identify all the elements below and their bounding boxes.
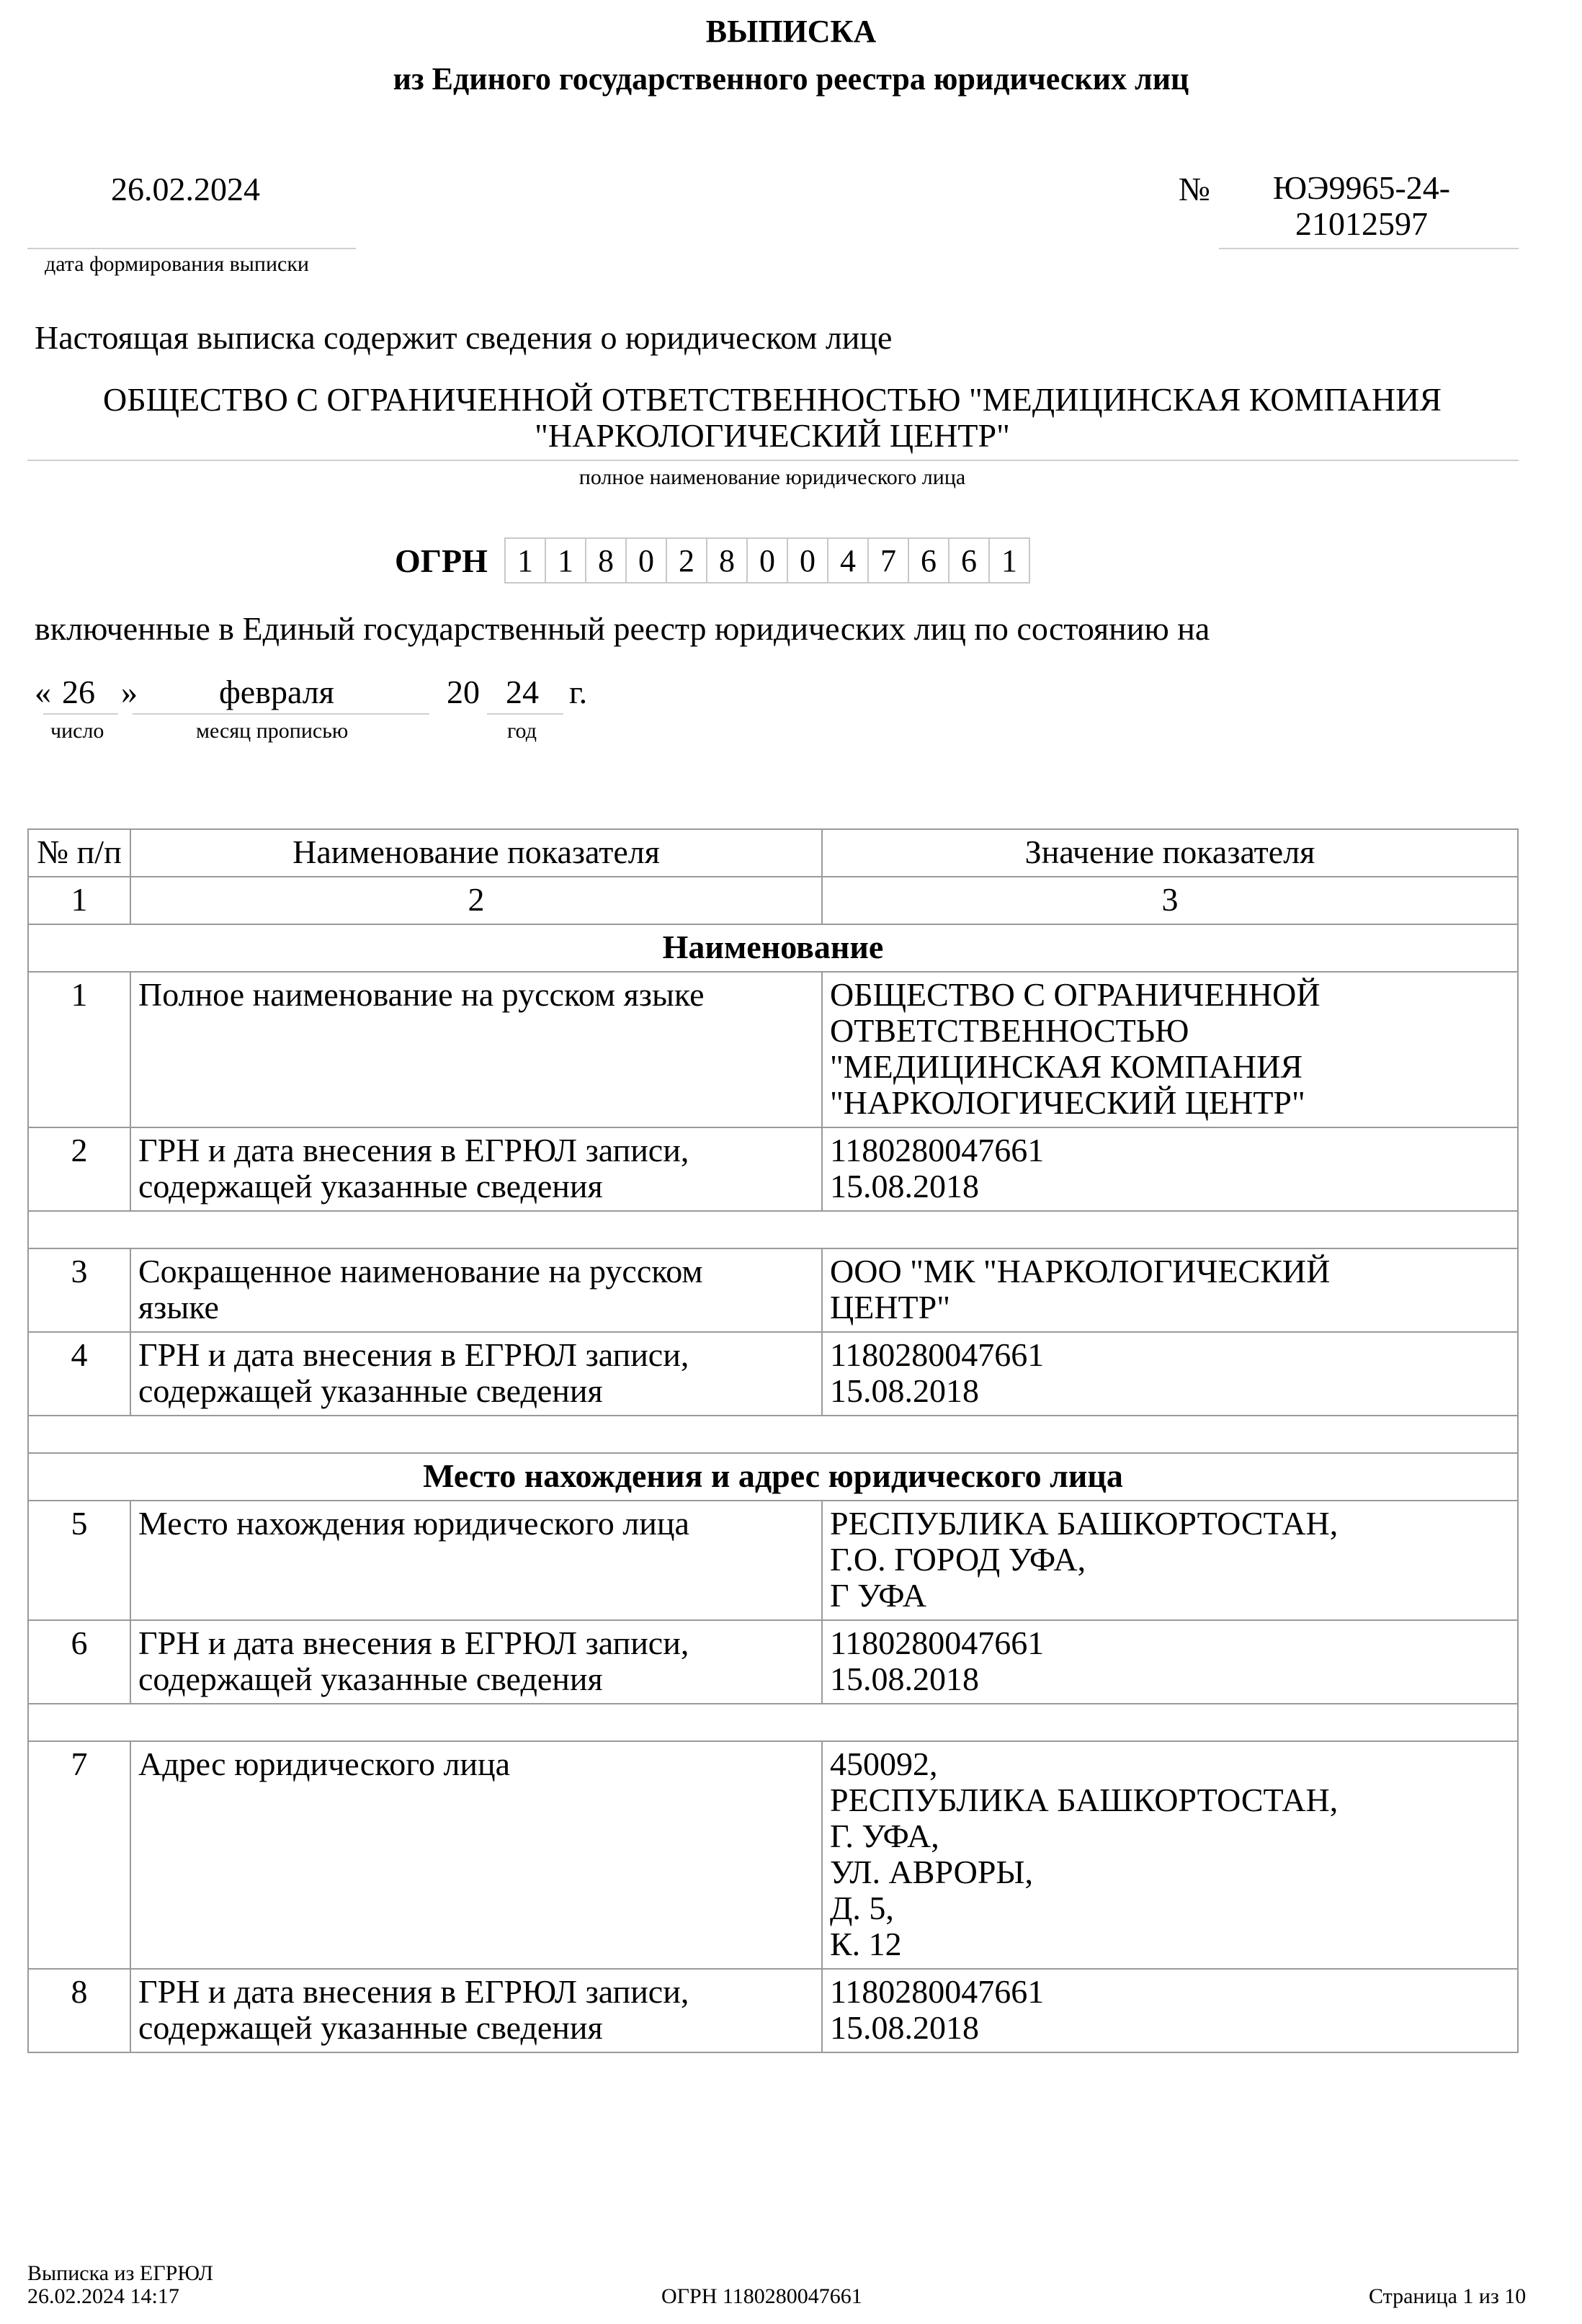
- table-header-row: [28, 829, 1518, 877]
- date-caption: дата формирования выписки: [45, 252, 309, 276]
- ogrn-digit: 6: [948, 537, 990, 584]
- ogrn-digit-boxes: [506, 537, 1030, 584]
- indicator-value-line: Г. УФА,: [830, 1818, 939, 1854]
- page-counter: Страница 1 из 10: [1369, 2284, 1527, 2308]
- table-row: [28, 1969, 1518, 2052]
- state-year: 24: [506, 674, 539, 710]
- spacer-row: [28, 1211, 1518, 1248]
- indicator-name-line: Адрес юридического лица: [138, 1746, 511, 1782]
- indicator-value-line: ЦЕНТР": [830, 1289, 950, 1326]
- indicator-name: [130, 1127, 822, 1211]
- statement-number-line2: 21012597: [1295, 205, 1428, 242]
- row-number: 8: [28, 1969, 130, 2052]
- indicator-value-line: РЕСПУБЛИКА БАШКОРТОСТАН,: [830, 1505, 1339, 1542]
- indicator-value-line: 15.08.2018: [830, 1661, 979, 1697]
- row-number: 7: [28, 1741, 130, 1969]
- indicator-name-line: содержащей указанные сведения: [138, 2009, 603, 2046]
- table-column-numbers-row: [28, 877, 1518, 924]
- indicator-name-line: ГРН и дата внесения в ЕГРЮЛ записи,: [138, 1132, 689, 1168]
- organization-name-line2: "НАРКОЛОГИЧЕСКИЙ ЦЕНТР": [535, 417, 1010, 454]
- footer-timestamp: 26.02.2024 14:17: [27, 2284, 179, 2308]
- indicator-value: [822, 1620, 1518, 1704]
- indicator-name-line: Сокращенное наименование на русском: [138, 1253, 703, 1290]
- section-heading-address: Место нахождения и адрес юридического лица: [28, 1453, 1518, 1501]
- row-number: 2: [28, 1127, 130, 1211]
- ogrn-digit: 4: [827, 537, 869, 584]
- state-year-prefix: 20: [447, 674, 480, 710]
- day-caption: число: [50, 719, 104, 743]
- indicator-name-line: содержащей указанные сведения: [138, 1372, 603, 1409]
- spacer-row: [28, 1704, 1518, 1741]
- indicator-name: [130, 1969, 822, 2052]
- indicator-name: [130, 1332, 822, 1416]
- indicator-value: [822, 1969, 1518, 2052]
- table-row: [28, 1332, 1518, 1416]
- indicator-value-line: 1180280047661: [830, 1624, 1045, 1661]
- row-number: 1: [28, 972, 130, 1127]
- indicator-value: [822, 1501, 1518, 1620]
- statement-number-line1: ЮЭ9965-24-: [1272, 169, 1451, 206]
- row-number: 6: [28, 1620, 130, 1704]
- row-number: 5: [28, 1501, 130, 1620]
- ogrn-digit: 1: [504, 537, 546, 584]
- open-quote: «: [35, 674, 51, 710]
- row-number: 4: [28, 1332, 130, 1416]
- indicator-name-line: содержащей указанные сведения: [138, 1168, 603, 1205]
- indicator-value-line: Г УФА: [830, 1577, 926, 1614]
- statement-number: [1225, 170, 1498, 242]
- state-day: 26: [62, 674, 95, 710]
- indicator-value-line: ОБЩЕСТВО С ОГРАНИЧЕННОЙ: [830, 976, 1320, 1013]
- row-number: 3: [28, 1248, 130, 1332]
- indicator-value-line: 15.08.2018: [830, 1372, 979, 1409]
- registry-table: [27, 828, 1519, 2053]
- document-title: ВЫПИСКА: [705, 14, 877, 49]
- registry-state-text: включенные в Единый государственный реестр юридических лиц по состоянию на: [35, 610, 1210, 647]
- organization-name-line1: ОБЩЕСТВО С ОГРАНИЧЕННОЙ ОТВЕТСТВЕННОСТЬЮ "МЕДИЦИНСКАЯ КОМПАНИЯ: [102, 381, 1442, 418]
- footer-left: [27, 2262, 213, 2308]
- footer-ogrn: ОГРН 1180280047661: [661, 2284, 862, 2308]
- indicator-name-line: ГРН и дата внесения в ЕГРЮЛ записи,: [138, 1624, 689, 1661]
- indicator-value-line: РЕСПУБЛИКА БАШКОРТОСТАН,: [830, 1782, 1339, 1818]
- indicator-value-line: УЛ. АВРОРЫ,: [830, 1854, 1034, 1890]
- header-number: № п/п: [28, 829, 130, 877]
- table-row: [28, 1501, 1518, 1620]
- ogrn-digit: 6: [908, 537, 949, 584]
- organization-full-name: [0, 382, 1545, 454]
- indicator-value-line: 450092,: [830, 1746, 938, 1782]
- indicator-name-line: ГРН и дата внесения в ЕГРЮЛ записи,: [138, 1973, 689, 2010]
- indicator-value: [822, 1248, 1518, 1332]
- table-row: [28, 1741, 1518, 1969]
- indicator-name-line: содержащей указанные сведения: [138, 1661, 603, 1697]
- column-number-1: 1: [28, 877, 130, 924]
- document-subtitle: из Единого государственного реестра юридических лиц: [393, 61, 1189, 97]
- ogrn-digit: 8: [585, 537, 627, 584]
- indicator-name-line: языке: [138, 1289, 219, 1326]
- spacer-row: [28, 1416, 1518, 1453]
- ogrn-digit: 0: [746, 537, 788, 584]
- indicator-value-line: Г.О. ГОРОД УФА,: [830, 1541, 1086, 1578]
- indicator-value-line: 15.08.2018: [830, 1168, 979, 1205]
- header-indicator-name: Наименование показателя: [130, 829, 822, 877]
- indicator-name-line: Полное наименование на русском языке: [138, 976, 705, 1013]
- indicator-value: [822, 1741, 1518, 1969]
- section-row-name: [28, 924, 1518, 972]
- indicator-value: [822, 1127, 1518, 1211]
- section-heading-name: Наименование: [28, 924, 1518, 972]
- indicator-value-line: "МЕДИЦИНСКАЯ КОМПАНИЯ: [830, 1048, 1303, 1085]
- ogrn-label: ОГРН: [395, 542, 488, 579]
- header-indicator-value: Значение показателя: [822, 829, 1518, 877]
- indicator-name-line: Место нахождения юридического лица: [138, 1505, 689, 1542]
- indicator-value-line: ОТВЕТСТВЕННОСТЬЮ: [830, 1012, 1189, 1049]
- table-row: [28, 1620, 1518, 1704]
- indicator-name: [130, 1620, 822, 1704]
- indicator-name: [130, 1248, 822, 1332]
- indicator-value: [822, 1332, 1518, 1416]
- indicator-name: [130, 1741, 822, 1969]
- indicator-name: [130, 1501, 822, 1620]
- column-number-2: 2: [130, 877, 822, 924]
- year-caption: год: [507, 719, 537, 743]
- footer-extract-label: Выписка из ЕГРЮЛ: [27, 2261, 213, 2285]
- ogrn-digit: 1: [988, 537, 1030, 584]
- indicator-name: [130, 972, 822, 1127]
- indicator-value-line: 1180280047661: [830, 1973, 1045, 2010]
- ogrn-digit: 0: [625, 537, 667, 584]
- intro-text: Настоящая выписка содержит сведения о юридическом лице: [35, 319, 893, 356]
- number-sign: №: [1179, 171, 1210, 207]
- indicator-value: [822, 972, 1518, 1127]
- table-row: [28, 972, 1518, 1127]
- ogrn-digit: 8: [706, 537, 748, 584]
- ogrn-digit: 1: [545, 537, 586, 584]
- column-number-3: 3: [822, 877, 1518, 924]
- ogrn-digit: 7: [867, 537, 909, 584]
- indicator-value-line: 15.08.2018: [830, 2009, 979, 2046]
- statement-date: 26.02.2024: [111, 171, 260, 207]
- indicator-value-line: К. 12: [830, 1926, 902, 1962]
- indicator-value-line: "НАРКОЛОГИЧЕСКИЙ ЦЕНТР": [830, 1084, 1305, 1121]
- state-year-suffix: г.: [569, 674, 588, 710]
- organization-name-caption: полное наименование юридического лица: [578, 465, 966, 489]
- table-row: [28, 1248, 1518, 1332]
- indicator-value-line: ООО "МК "НАРКОЛОГИЧЕСКИЙ: [830, 1253, 1331, 1290]
- indicator-value-line: 1180280047661: [830, 1336, 1045, 1373]
- close-quote: »: [121, 674, 138, 710]
- state-month: февраля: [219, 674, 334, 710]
- ogrn-digit: 2: [666, 537, 707, 584]
- indicator-name-line: ГРН и дата внесения в ЕГРЮЛ записи,: [138, 1336, 689, 1373]
- table-row: [28, 1127, 1518, 1211]
- ogrn-digit: 0: [787, 537, 828, 584]
- section-row-address: [28, 1453, 1518, 1501]
- indicator-value-line: 1180280047661: [830, 1132, 1045, 1168]
- indicator-value-line: Д. 5,: [830, 1890, 894, 1926]
- month-caption: месяц прописью: [196, 719, 349, 743]
